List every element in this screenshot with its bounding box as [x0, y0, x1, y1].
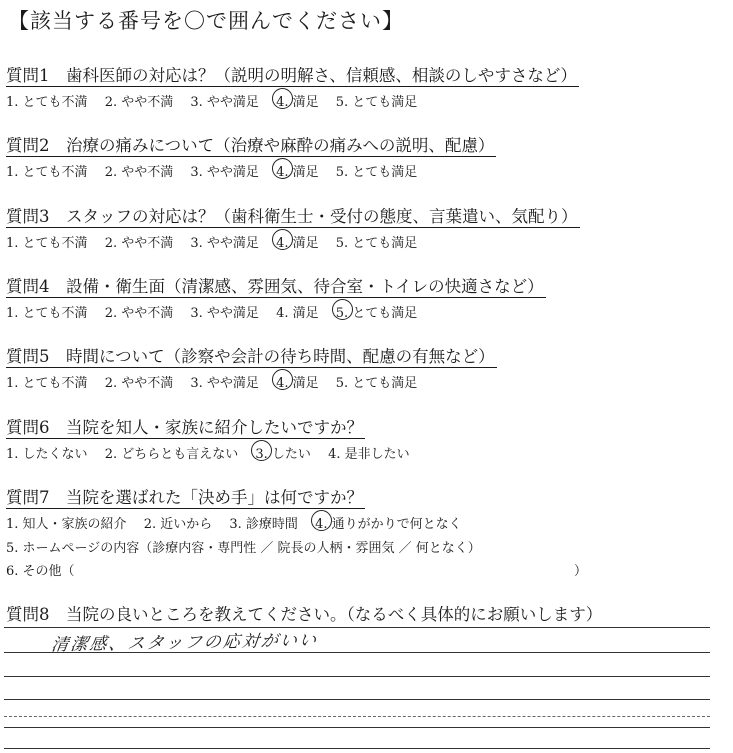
q2-option-4-selected[interactable]: 4. 満足	[276, 161, 319, 180]
q3-option-4-selected[interactable]: 4. 満足	[276, 232, 319, 251]
q2-option-5[interactable]: 5. とても満足	[335, 165, 418, 180]
question-5-options	[6, 372, 430, 391]
q7-option-2[interactable]: 2. 近いから	[143, 517, 213, 532]
question-7-label: 質問7 当院を選ばれた「決め手」は何ですか？	[6, 488, 363, 507]
q5-option-1[interactable]: 1. とても不満	[6, 376, 88, 391]
question-8	[6, 601, 602, 625]
q7-option-3[interactable]: 3. 診療時間	[229, 517, 298, 532]
answer-line-4	[4, 699, 710, 700]
q1-option-1[interactable]: 1. とても不満	[6, 95, 88, 110]
q7-option-5-line[interactable]: 5. ホームページの内容（診療内容・専門性 ／ 院長の人柄・雰囲気 ／ 何となく）	[6, 541, 481, 556]
q5-option-3[interactable]: 3. やや満足	[190, 376, 259, 391]
q5-option-2[interactable]: 2. やや不満	[104, 376, 174, 391]
q2-option-1[interactable]: 1. とても不満	[6, 165, 88, 180]
question-1-label: 質問1 歯科医師の対応は？（説明の明解さ、信頼感、相談のしやすさなど）	[6, 66, 577, 85]
question-2	[6, 132, 496, 156]
q7-option-6-line[interactable]: 6. その他（	[6, 564, 75, 579]
q6-option-2[interactable]: 2. どちらとも言えない	[104, 447, 239, 462]
q3-option-1[interactable]: 1. とても不満	[6, 236, 88, 251]
question-6-options	[6, 443, 423, 462]
q6-option-3-selected[interactable]: 3. したい	[255, 443, 311, 462]
question-3	[6, 203, 580, 227]
question-1	[6, 62, 579, 86]
q1-option-2[interactable]: 2. やや不満	[104, 95, 174, 110]
question-6	[6, 414, 365, 438]
q4-option-5-selected[interactable]: 5. とても満足	[336, 302, 418, 321]
q7-option-1[interactable]: 1. 知人・家族の紹介	[6, 517, 127, 532]
question-7	[6, 484, 365, 508]
q3-option-5[interactable]: 5. とても満足	[335, 236, 418, 251]
question-7-options	[6, 513, 475, 532]
question-1-options	[6, 91, 430, 110]
question-3-label: 質問3 スタッフの対応は？（歯科衛生士・受付の態度、言葉遣い、気配り）	[6, 207, 578, 226]
handwritten-answer[interactable]: 清潔感、スタッフの応対がいい	[50, 630, 320, 656]
question-4-options	[6, 302, 430, 321]
q6-option-4[interactable]: 4. 是非したい	[328, 447, 410, 462]
q4-option-4[interactable]: 4. 満足	[276, 306, 319, 321]
q7-option-4-selected[interactable]: 4. 通りがかりで何となく	[315, 513, 462, 532]
q6-option-1[interactable]: 1. したくない	[6, 447, 88, 462]
q4-option-2[interactable]: 2. やや不満	[104, 306, 174, 321]
q5-option-5[interactable]: 5. とても満足	[335, 376, 418, 391]
q3-option-3[interactable]: 3. やや満足	[190, 236, 259, 251]
question-8-label: 質問8 当院の良いところを教えてください。（なるべく具体的にお願いします）	[6, 605, 603, 624]
q7-option-6-close: ）	[574, 564, 588, 579]
q4-option-1[interactable]: 1. とても不満	[6, 306, 88, 321]
q5-option-4-selected[interactable]: 4. 満足	[276, 372, 319, 391]
question-2-label: 質問2 治療の痛みについて（治療や麻酔の痛みへの説明、配慮）	[6, 136, 495, 155]
answer-line-2	[4, 652, 710, 653]
question-4	[6, 273, 546, 297]
answer-line-5	[4, 716, 710, 717]
answer-line-1	[4, 627, 710, 628]
answer-line-6	[4, 727, 710, 728]
q3-option-2[interactable]: 2. やや不満	[104, 236, 174, 251]
q4-option-3[interactable]: 3. やや満足	[190, 306, 259, 321]
page-heading: 【該当する番号を〇で囲んでください】	[8, 9, 404, 33]
q1-option-3[interactable]: 3. やや満足	[190, 95, 259, 110]
question-3-options	[6, 232, 430, 251]
question-4-label: 質問4 設備・衛生面（清潔感、雰囲気、待合室・トイレの快適さなど）	[6, 277, 544, 296]
q1-option-4-selected[interactable]: 4. 満足	[276, 91, 319, 110]
q2-option-2[interactable]: 2. やや不満	[104, 165, 174, 180]
question-5-label: 質問5 時間について（診察や会計の待ち時間、配慮の有無など）	[6, 347, 495, 366]
question-6-label: 質問6 当院を知人・家族に紹介したいですか？	[6, 418, 363, 437]
answer-line-7	[4, 748, 710, 749]
question-2-options	[6, 161, 430, 180]
q1-option-5[interactable]: 5. とても満足	[335, 95, 418, 110]
question-5	[6, 343, 497, 367]
q2-option-3[interactable]: 3. やや満足	[190, 165, 259, 180]
answer-line-3	[4, 676, 710, 677]
